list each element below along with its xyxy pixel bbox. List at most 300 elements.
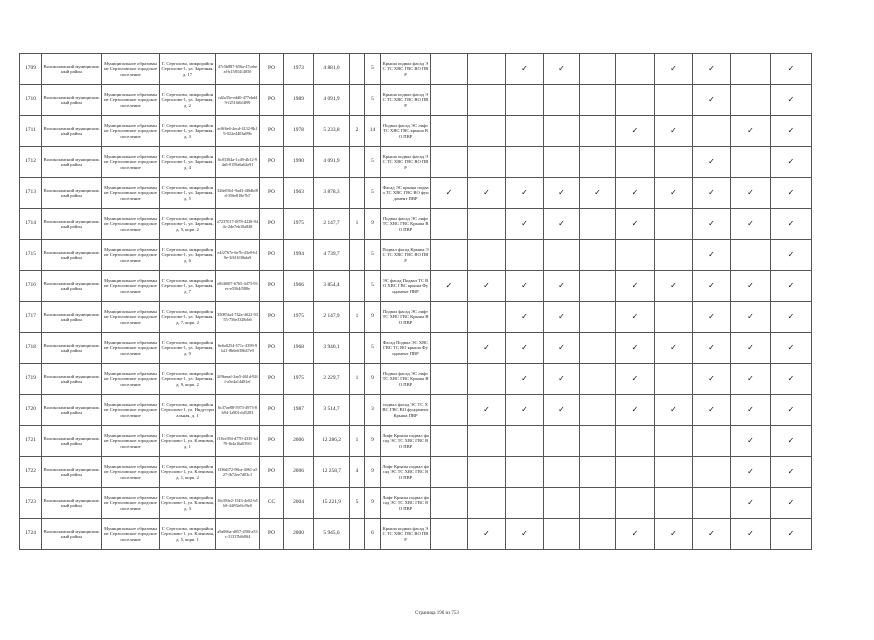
area-cell: 3 514,7 [314,395,350,426]
row-number: 1716 [20,271,42,302]
count-c-cell: 5 [365,85,381,116]
work-column-10-cell [771,395,812,426]
year-cell: 1973 [284,54,314,85]
count-b-cell [350,395,365,426]
work-column-2-cell [468,519,506,550]
work-column-1-cell [431,333,468,364]
settlement-cell: Муниципальное образование Сертоловское городское поселение [102,488,160,519]
year-cell: 2000 [284,519,314,550]
district-cell: Волоколамский муниципальный район [42,302,102,333]
checkmark-icon: ✓ [787,529,795,539]
settlement-cell: Муниципальное образование Сертоловское городское поселение [102,240,160,271]
work-column-8-cell [693,364,731,395]
checkmark-icon: ✓ [631,188,639,198]
checkmark-icon: ✓ [631,219,639,229]
registry-table-body [20,54,812,550]
count-c-cell: 5 [365,271,381,302]
district-cell: Волоколамский муниципальный район [42,209,102,240]
row-number: 1721 [20,426,42,457]
checkmark-icon: ✓ [558,405,565,415]
work-column-9-cell [731,271,771,302]
checkmark-icon: ✓ [708,188,715,198]
work-column-6-cell [616,333,655,364]
checkmark-icon: ✓ [708,219,715,229]
checkmark-icon: ✓ [631,529,639,539]
checkmark-icon: ✓ [708,250,715,260]
checkmark-icon: ✓ [747,343,754,353]
work-column-7-cell [655,116,693,147]
checkmark-icon: ✓ [787,250,795,260]
work-column-7-cell [655,395,693,426]
table-row [20,457,812,488]
row-number: 1711 [20,116,42,147]
checkmark-icon: ✓ [521,281,528,291]
type-cell: РО [260,240,284,271]
work-column-5-cell [580,178,616,209]
address-cell: Г. Сертолово, микрорайон Сертолово-1, ул. Заречная, д. 6 [160,240,216,271]
fias-code-cell: 6e6a0254-571c-4399-9b21-8b6e638647e9 [216,333,260,364]
type-cell: РО [260,395,284,426]
area-cell: 5 945,6 [314,519,350,550]
district-cell: Волоколамский муниципальный район [42,333,102,364]
area-cell: 15 221,9 [314,488,350,519]
count-b-cell [350,54,365,85]
area-cell: 12 258,7 [314,457,350,488]
count-b-cell [350,178,365,209]
work-column-1-cell [431,147,468,178]
year-cell: 1963 [284,178,314,209]
checkmark-icon: ✓ [521,374,528,384]
address-cell: Г. Сертолово, микрорайон Сертолово-1, ул. Заречная, д. 9 [160,333,216,364]
checkmark-icon: ✓ [747,529,754,539]
checkmark-icon: ✓ [787,436,795,446]
type-cell: РО [260,54,284,85]
checkmark-icon: ✓ [631,405,639,415]
work-column-10-cell [771,240,812,271]
year-cell: 1978 [284,116,314,147]
fias-code-cell: f18ce394-d770-4335-b470-fb4a16a039f1 [216,426,260,457]
settlement-cell: Муниципальное образование Сертоловское городское поселение [102,519,160,550]
work-column-8-cell [693,519,731,550]
work-column-4-cell [544,333,580,364]
checkmark-icon: ✓ [521,405,528,415]
district-cell: Волоколамский муниципальный район [42,85,102,116]
work-column-3-cell [506,85,544,116]
work-column-4-cell [544,426,580,457]
work-column-9-cell [731,333,771,364]
address-cell: Г. Сертолово, микрорайон Сертолово-1, ул. Заречная, д. 17 [160,54,216,85]
address-cell: Г. Сертолово, микрорайон Сертолово-1, ул. Кленовая, д. 1, корп. 2 [160,457,216,488]
work-column-1-cell [431,209,468,240]
count-c-cell: 9 [365,488,381,519]
work-column-7-cell [655,54,693,85]
checkmark-icon: ✓ [787,64,795,74]
work-column-6-cell [616,519,655,550]
checkmark-icon: ✓ [787,95,795,105]
row-number: 1709 [20,54,42,85]
fias-code-cell: 2f9beeaf-2ae5-461d-92ff-a5e4a14d81ef [216,364,260,395]
row-number: 1712 [20,147,42,178]
checkmark-icon: ✓ [558,64,565,74]
work-column-5-cell [580,488,616,519]
table-row [20,240,812,271]
fias-code-cell: a7237017-f878-4228-944c-2de7eb10a848 [216,209,260,240]
work-column-6-cell [616,54,655,85]
work-column-7-cell [655,85,693,116]
area-cell: 12 286,2 [314,426,350,457]
row-number: 1722 [20,457,42,488]
type-cell: РО [260,457,284,488]
work-column-2-cell [468,209,506,240]
settlement-cell: Муниципальное образование Сертоловское городское поселение [102,333,160,364]
work-column-2-cell [468,364,506,395]
count-c-cell: 5 [365,333,381,364]
type-cell: РО [260,271,284,302]
district-cell: Волоколамский муниципальный район [42,395,102,426]
work-column-9-cell [731,54,771,85]
work-column-6-cell [616,240,655,271]
checkmark-icon: ✓ [787,188,795,198]
work-column-7-cell [655,302,693,333]
checkmark-icon: ✓ [708,343,715,353]
row-number: 1714 [20,209,42,240]
type-cell: СС [260,488,284,519]
checkmark-icon: ✓ [445,188,453,198]
table-row [20,85,812,116]
checkmark-icon: ✓ [747,281,754,291]
work-column-1-cell [431,395,468,426]
work-column-6-cell [616,302,655,333]
work-column-1-cell [431,457,468,488]
work-column-3-cell [506,364,544,395]
district-cell: Волоколамский муниципальный район [42,54,102,85]
work-column-8-cell [693,178,731,209]
district-cell: Волоколамский муниципальный район [42,116,102,147]
type-cell: РО [260,116,284,147]
work-column-4-cell [544,519,580,550]
work-column-4-cell [544,395,580,426]
work-column-1-cell [431,426,468,457]
works-cell: Фасад ЭС крыша подвал ТС ХВС ГВС ВО фундамент ПВР [381,178,431,209]
works-cell: Подвал фасад Крыша ЭС ТС ХВС ГВС ВО ПВР [381,240,431,271]
work-column-10-cell [771,364,812,395]
works-cell: подвал фасад ЭС ТС ХВС ГВС ВО фундамент Крыша ПВР [381,395,431,426]
work-column-9-cell [731,519,771,550]
address-cell: Г. Сертолово, микрорайон Сертолово-1, ул. Заречная, д. 7, корп. 2 [160,302,216,333]
fias-code-cell: e4f2767e-6e7b-43e9-b19e-3f61610bda9 [216,240,260,271]
work-column-10-cell [771,85,812,116]
checkmark-icon: ✓ [483,529,490,539]
checkmark-icon: ✓ [521,219,528,229]
address-cell: Г. Сертолово, микрорайон Сертолово-1, ул. Заречная, д. 5, корп. 2 [160,209,216,240]
fias-code-cell: 326e03b1-9ad3-4f0dbf8d-356e818e7b7 [216,178,260,209]
table-row [20,147,812,178]
work-column-3-cell [506,519,544,550]
count-b-cell [350,85,365,116]
work-column-10-cell [771,457,812,488]
work-column-3-cell [506,395,544,426]
work-column-6-cell [616,364,655,395]
checkmark-icon: ✓ [787,498,795,508]
district-cell: Волоколамский муниципальный район [42,364,102,395]
district-cell: Волоколамский муниципальный район [42,457,102,488]
work-column-2-cell [468,147,506,178]
work-column-9-cell [731,116,771,147]
work-column-6-cell [616,147,655,178]
settlement-cell: Муниципальное образование Сертоловское городское поселение [102,54,160,85]
count-b-cell: 1 [350,426,365,457]
type-cell: РО [260,85,284,116]
settlement-cell: Муниципальное образование Сертоловское городское поселение [102,116,160,147]
fias-code-cell: f336df72-98ca-4061-a527-fb72ee7d03c1 [216,457,260,488]
work-column-6-cell [616,85,655,116]
address-cell: Г. Сертолово, микрорайон Сертолово-1, ул. Заречная, д. 5 [160,178,216,209]
checkmark-icon: ✓ [521,188,528,198]
checkmark-icon: ✓ [708,529,715,539]
row-number: 1713 [20,178,42,209]
year-cell: 2006 [284,426,314,457]
checkmark-icon: ✓ [558,219,565,229]
count-c-cell: 9 [365,426,381,457]
year-cell: 1968 [284,333,314,364]
work-column-1-cell [431,302,468,333]
table-row [20,209,812,240]
work-column-9-cell [731,426,771,457]
checkmark-icon: ✓ [483,343,490,353]
work-column-8-cell [693,209,731,240]
work-column-4-cell [544,364,580,395]
work-column-1-cell [431,364,468,395]
checkmark-icon: ✓ [631,126,639,136]
district-cell: Волоколамский муниципальный район [42,147,102,178]
work-column-8-cell [693,271,731,302]
year-cell: 2004 [284,488,314,519]
work-column-6-cell [616,488,655,519]
checkmark-icon: ✓ [747,436,754,446]
checkmark-icon: ✓ [787,374,795,384]
work-column-2-cell [468,488,506,519]
count-b-cell [350,240,365,271]
year-cell: 1975 [284,209,314,240]
work-column-8-cell [693,302,731,333]
settlement-cell: Муниципальное образование Сертоловское городское поселение [102,364,160,395]
works-cell: Подвал фасад ЭС лифт ТС ХВС ГВС Крыша ВО ПВР [381,302,431,333]
row-number: 1715 [20,240,42,271]
work-column-1-cell [431,240,468,271]
count-b-cell: 2 [350,116,365,147]
work-column-2-cell [468,426,506,457]
work-column-2-cell [468,271,506,302]
area-cell: 2 147,9 [314,302,350,333]
work-column-3-cell [506,426,544,457]
work-column-7-cell [655,178,693,209]
page-footer: Страница 196 из 753 [415,611,459,616]
checkmark-icon: ✓ [708,281,715,291]
work-column-10-cell [771,519,812,550]
table-row [20,488,812,519]
table-row [20,395,812,426]
table-row [20,116,812,147]
checkmark-icon: ✓ [708,405,715,415]
work-column-10-cell [771,426,812,457]
work-column-2-cell [468,85,506,116]
type-cell: РО [260,302,284,333]
work-column-5-cell [580,457,616,488]
checkmark-icon: ✓ [631,343,639,353]
work-column-4-cell [544,488,580,519]
work-column-10-cell [771,147,812,178]
work-column-5-cell [580,85,616,116]
works-cell: Подвал фасад ЭС лифт ТС ХВС ГВС Крыша ВО ПВР [381,209,431,240]
count-b-cell [350,147,365,178]
checkmark-icon: ✓ [747,219,754,229]
work-column-5-cell [580,116,616,147]
work-column-8-cell [693,116,731,147]
fias-code-cell: cd2a35e-edd0-477ebd49-f2516f6f4f99 [216,85,260,116]
count-c-cell: 5 [365,240,381,271]
work-column-2-cell [468,302,506,333]
table-row [20,519,812,550]
year-cell: 1994 [284,240,314,271]
year-cell: 1975 [284,364,314,395]
type-cell: РО [260,519,284,550]
work-column-6-cell [616,178,655,209]
work-column-6-cell [616,426,655,457]
works-cell: Крыша подвал фасад ЭС ТС ХВС ГВС ВО ПВР [381,519,431,550]
table-row [20,178,812,209]
settlement-cell: Муниципальное образование Сертоловское городское поселение [102,85,160,116]
address-cell: Г. Сертолово, микрорайон Сертолово-1, ул. Заречная, д. 7 [160,271,216,302]
works-cell: Крыша подвал фасад ЭС ТС ХВС ГВС ВО ПВР [381,54,431,85]
work-column-4-cell [544,85,580,116]
type-cell: РО [260,209,284,240]
year-cell: 1990 [284,147,314,178]
works-cell: Лифт Крыша подвал фасад ЭС ТС ХВС ГВС ВО ПВР [381,426,431,457]
type-cell: РО [260,147,284,178]
works-cell: Подвал фасад ЭС лифт ТС ХВС ГВС Крыша ВО ПВР [381,364,431,395]
checkmark-icon: ✓ [708,157,715,167]
type-cell: РО [260,333,284,364]
registry-table-sheet [19,53,812,550]
work-column-5-cell [580,426,616,457]
work-column-8-cell [693,85,731,116]
address-cell: Г. Сертолово, микрорайон Сертолово-1, ул. Кленовая, д. 1 [160,426,216,457]
work-column-8-cell [693,147,731,178]
work-column-9-cell [731,147,771,178]
work-column-6-cell [616,271,655,302]
work-column-6-cell [616,457,655,488]
row-number: 1710 [20,85,42,116]
work-column-1-cell [431,85,468,116]
fias-code-cell: 16c58fe2-1543-4e02-b5b9-44f92e0cf9e0 [216,488,260,519]
work-column-6-cell [616,209,655,240]
works-cell: Подвал фасад ЭС лифт ТС ХВС ГВС крыша ВО ПВР [381,116,431,147]
row-number: 1719 [20,364,42,395]
work-column-10-cell [771,178,812,209]
area-cell: 4 881,0 [314,54,350,85]
year-cell: 1987 [284,395,314,426]
work-column-7-cell [655,333,693,364]
work-column-5-cell [580,333,616,364]
work-column-1-cell [431,178,468,209]
works-cell: Крыша подвал фасад ЭС ТС ХВС ГВС ВО ПВР [381,85,431,116]
district-cell: Волоколамский муниципальный район [42,240,102,271]
work-column-4-cell [544,147,580,178]
type-cell: РО [260,364,284,395]
work-column-8-cell [693,488,731,519]
work-column-5-cell [580,302,616,333]
year-cell: 2006 [284,457,314,488]
checkmark-icon: ✓ [747,467,754,477]
work-column-3-cell [506,271,544,302]
work-column-5-cell [580,240,616,271]
checkmark-icon: ✓ [747,374,754,384]
checkmark-icon: ✓ [558,374,565,384]
checkmark-icon: ✓ [787,281,795,291]
work-column-6-cell [616,116,655,147]
count-c-cell: 6 [365,519,381,550]
checkmark-icon: ✓ [558,343,565,353]
address-cell: Г. Сертолово, микрорайон Сертолово-1, ул. Заречная, д. 9, корп. 2 [160,364,216,395]
work-column-7-cell [655,271,693,302]
checkmark-icon: ✓ [521,312,528,322]
count-b-cell [350,271,365,302]
work-column-3-cell [506,302,544,333]
count-c-cell: 5 [365,147,381,178]
work-column-4-cell [544,116,580,147]
work-column-5-cell [580,364,616,395]
fias-code-cell: ec8f6e6-4ecd-4132-8b19-022e4403a09b [216,116,260,147]
settlement-cell: Муниципальное образование Сертоловское городское поселение [102,147,160,178]
checkmark-icon: ✓ [594,188,601,198]
work-column-10-cell [771,333,812,364]
area-cell: 3 878,3 [314,178,350,209]
work-column-1-cell [431,488,468,519]
settlement-cell: Муниципальное образование Сертоловское городское поселение [102,302,160,333]
address-cell: Г. Сертолово, микрорайон Сертолово-1, ул. Заречная, д. 2 [160,85,216,116]
row-number: 1717 [20,302,42,333]
work-column-5-cell [580,147,616,178]
work-column-8-cell [693,333,731,364]
table-row [20,271,812,302]
checkmark-icon: ✓ [558,188,565,198]
area-cell: 3 854,4 [314,271,350,302]
work-column-2-cell [468,178,506,209]
work-column-8-cell [693,457,731,488]
checkmark-icon: ✓ [708,95,715,105]
checkmark-icon: ✓ [787,405,795,415]
work-column-9-cell [731,488,771,519]
table-row [20,426,812,457]
count-c-cell: 9 [365,302,381,333]
work-column-2-cell [468,54,506,85]
work-column-4-cell [544,54,580,85]
work-column-7-cell [655,426,693,457]
work-column-7-cell [655,457,693,488]
work-column-4-cell [544,271,580,302]
count-c-cell: 14 [365,116,381,147]
work-column-4-cell [544,302,580,333]
count-b-cell [350,519,365,550]
row-number: 1724 [20,519,42,550]
work-column-2-cell [468,457,506,488]
work-column-7-cell [655,519,693,550]
checkmark-icon: ✓ [670,126,677,136]
count-c-cell: 9 [365,364,381,395]
area-cell: 2 229,7 [314,364,350,395]
checkmark-icon: ✓ [747,498,754,508]
checkmark-icon: ✓ [670,281,677,291]
